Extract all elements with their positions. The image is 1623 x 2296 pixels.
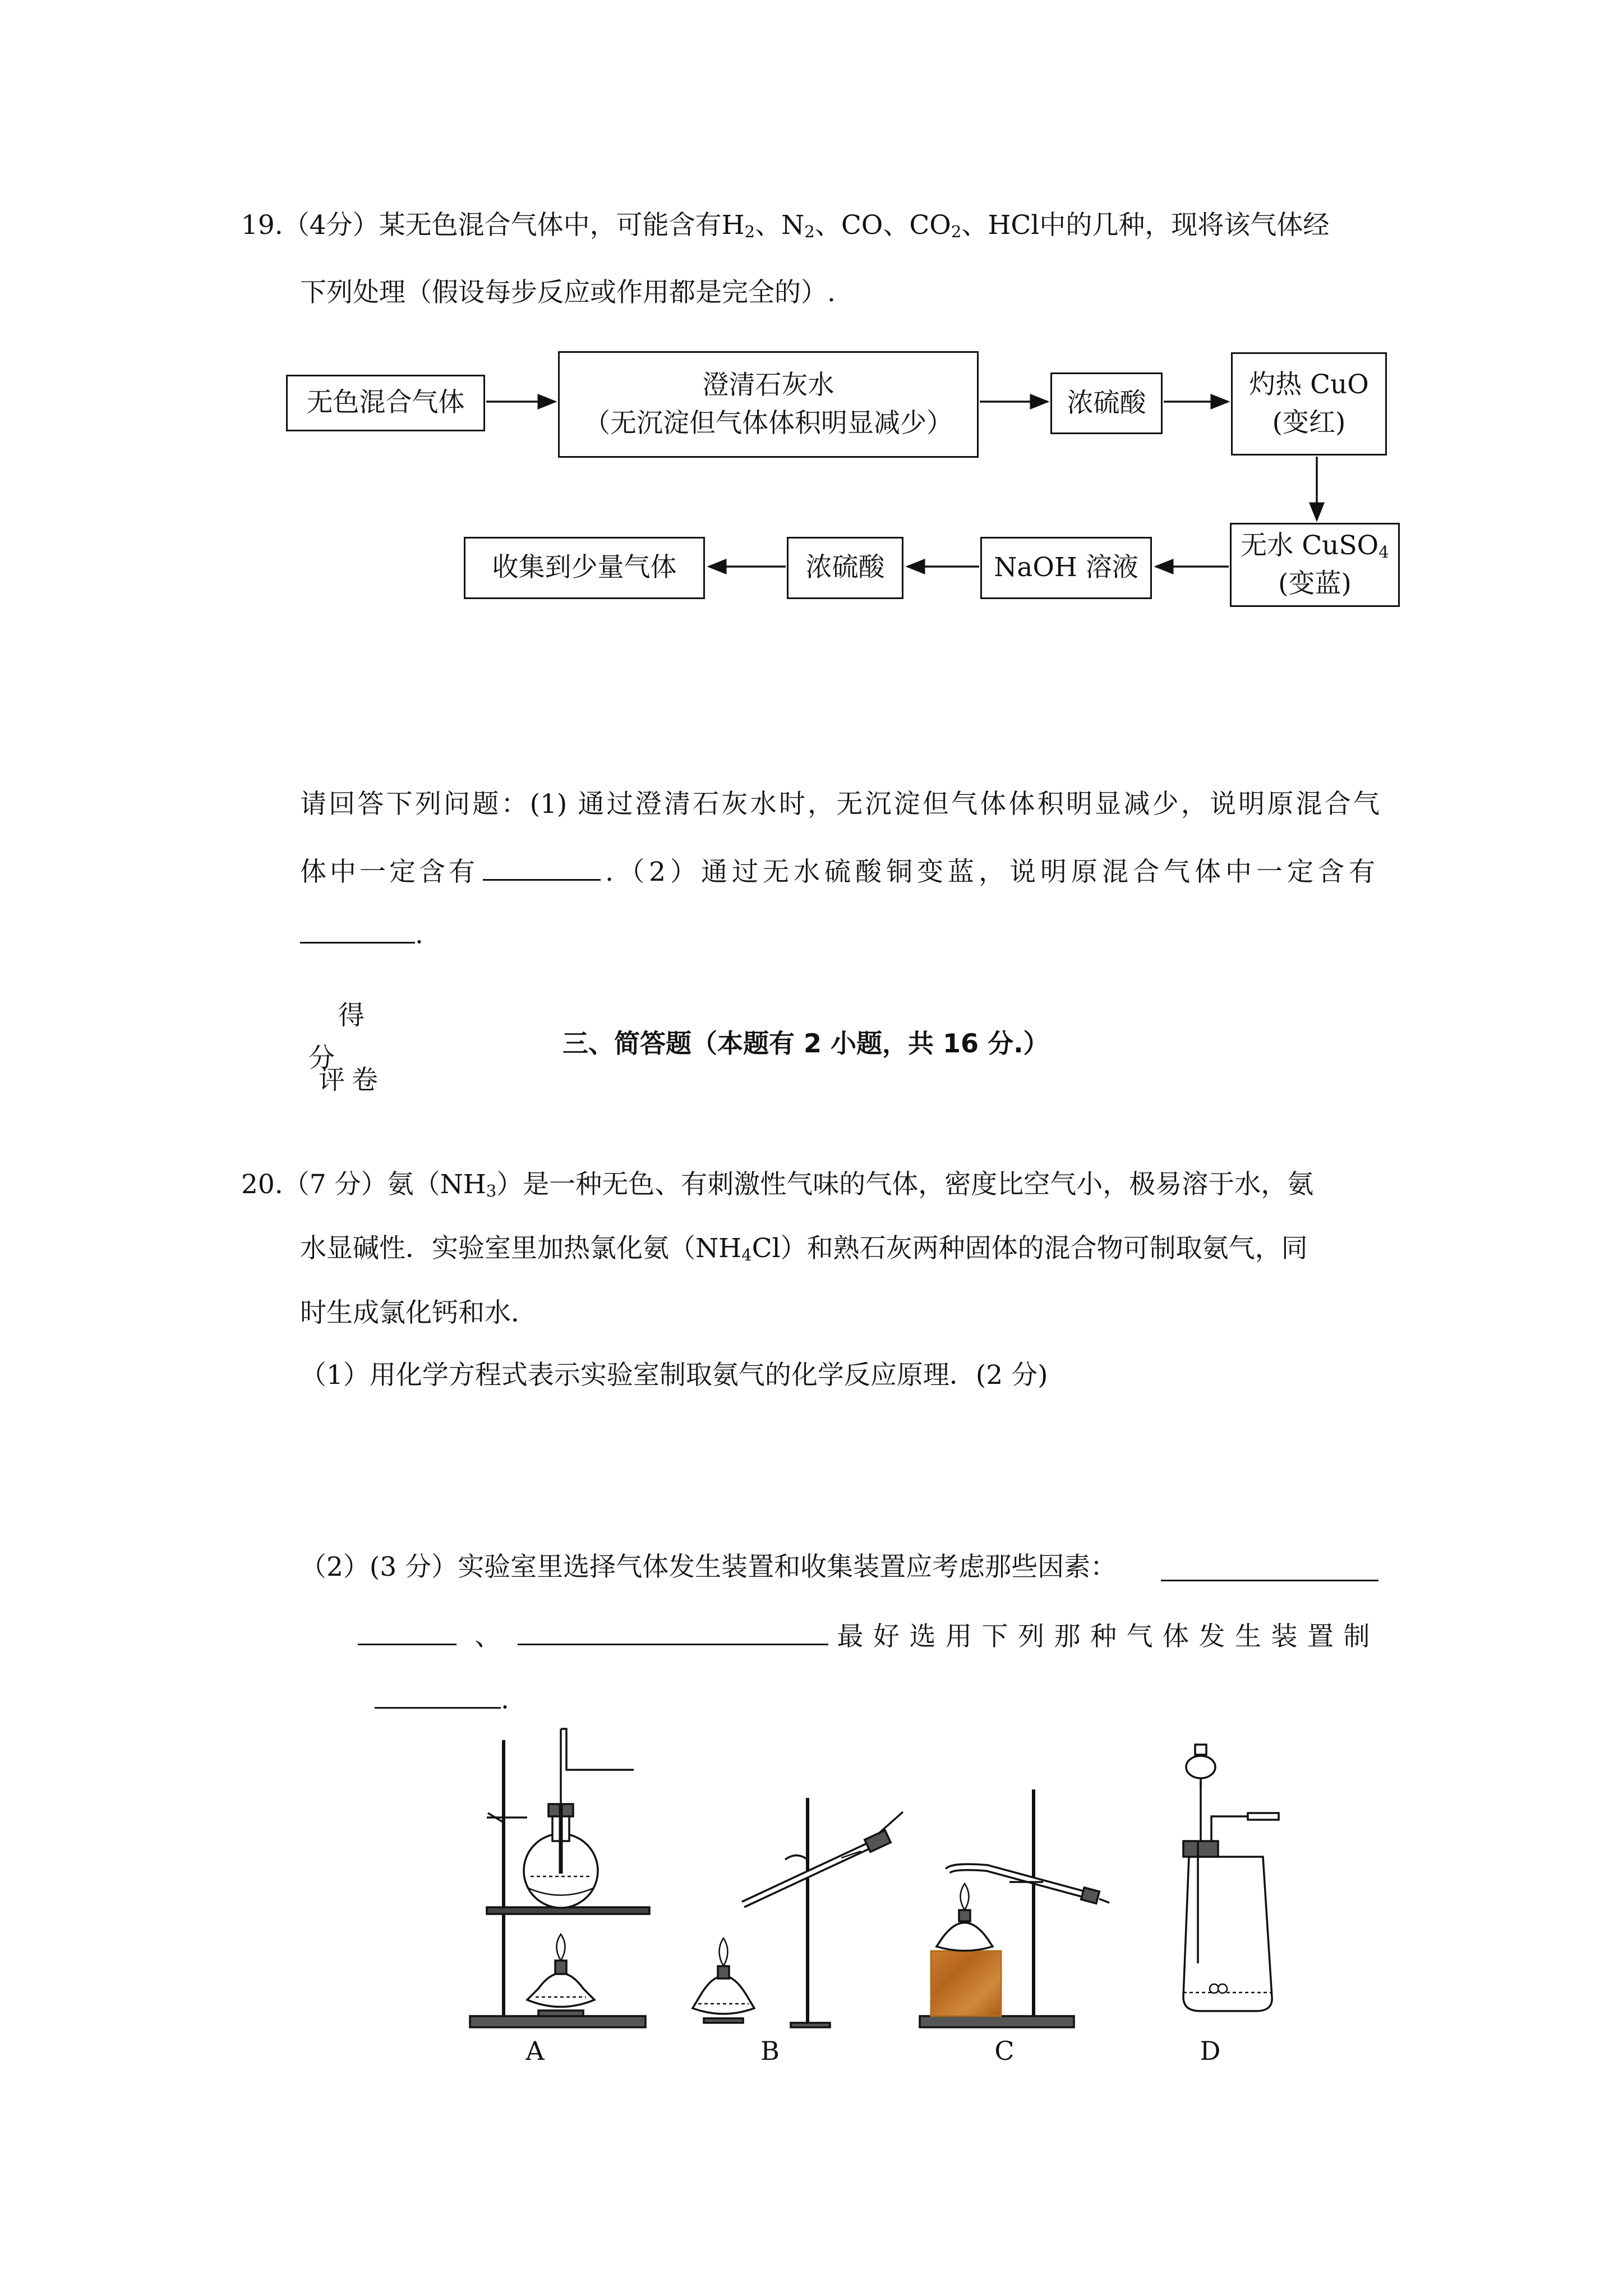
- apparatus-a: [470, 1729, 649, 2027]
- flow-box-limewater: 澄清石灰水 （无沉淀但气体体积明显减少）: [558, 351, 979, 458]
- answer-blank-2[interactable]: [300, 917, 415, 944]
- flow-box-sulfuric-acid-2: 浓硫酸: [787, 537, 903, 599]
- flow-box-collected-gas: 收集到少量气体: [464, 537, 705, 599]
- q20-line1: 20.（7 分）氨$(NH_3)$是一种无色、有刺激性气味的气体，密度比空气小，极易溶于水，氨: [241, 1169, 1314, 1200]
- apparatus-d: [1183, 1745, 1279, 2011]
- apparatus-label-c: C: [994, 2036, 1015, 2066]
- flow-box-sulfuric-acid-1: 浓硫酸: [1050, 372, 1163, 434]
- q20-line3: 时生成氯化钙和水．: [300, 1297, 537, 1328]
- flow-box-hot-cuo: 灼热 CuO (变红): [1231, 352, 1387, 455]
- answer-blank-5[interactable]: [518, 1618, 828, 1645]
- q19-number: 19.: [241, 210, 283, 241]
- score-box-label-2: 分: [308, 1043, 335, 1074]
- q19-answer-line1: 请回答下列问题：(1) 通过澄清石灰水时，无沉淀但气体体积明显减少，说明原混合气: [300, 789, 1380, 820]
- flow-box-mixed-gas: 无色混合气体: [286, 375, 485, 431]
- q20-part1: （1）用化学方程式表示实验室制取氨气的化学反应原理．(2 分): [300, 1360, 1048, 1391]
- flow-arrows: [0, 0, 1623, 673]
- q19-answer-line3: .: [300, 917, 423, 948]
- q19-line1: 19.（4分）某无色混合气体中，可能含有$H_2$、$N_2$、CO、$CO_2$、HCl中的几种，现将该气体经: [241, 210, 1330, 241]
- answer-blank-1[interactable]: [483, 854, 601, 881]
- q20-number: 20.: [241, 1169, 283, 1200]
- apparatus-figure: [0, 1711, 1623, 2104]
- score-box-label-3-clip: 评卷: [319, 1065, 385, 1096]
- apparatus-b: [693, 1798, 903, 2027]
- apparatus-c: [920, 1789, 1109, 2027]
- section-3-title: 三、简答题（本题有 2 小题，共 16 分.）: [562, 1028, 1049, 1059]
- answer-blank-6[interactable]: [375, 1682, 501, 1709]
- q20-part2-line3: .: [375, 1682, 509, 1713]
- flow-box-anhydrous-cuso4: 无水 CuSO$_4$ (变蓝): [1230, 523, 1400, 607]
- score-box-label-1: 得: [338, 1000, 365, 1031]
- q19-line2: 下列处理（假设每步反应或作用都是完全的）.: [300, 277, 836, 308]
- answer-blank-4[interactable]: [358, 1618, 457, 1645]
- apparatus-label-d: D: [1200, 2036, 1221, 2066]
- flow-box-naoh-solution: NaOH 溶液: [980, 537, 1152, 599]
- q19-answer-line2: 体中一定含有 .（2）通过无水硫酸铜变蓝，说明原混合气体中一定含有: [300, 854, 1380, 885]
- q20-part2-line2: 、 最好选用下列那种气体发生装置制: [358, 1618, 1380, 1650]
- q20-part2-line1: （2）(3 分）实验室里选择气体发生装置和收集装置应考虑那些因素：: [300, 1552, 1117, 1582]
- q20-line2: 水显碱性．实验室里加热氯化氨$(NH_4Cl)$和熟石灰两种固体的混合物可制取氨气，同: [300, 1233, 1308, 1264]
- answer-blank-3[interactable]: [1161, 1554, 1378, 1581]
- apparatus-label-a: A: [525, 2036, 545, 2066]
- apparatus-label-b: B: [760, 2036, 780, 2066]
